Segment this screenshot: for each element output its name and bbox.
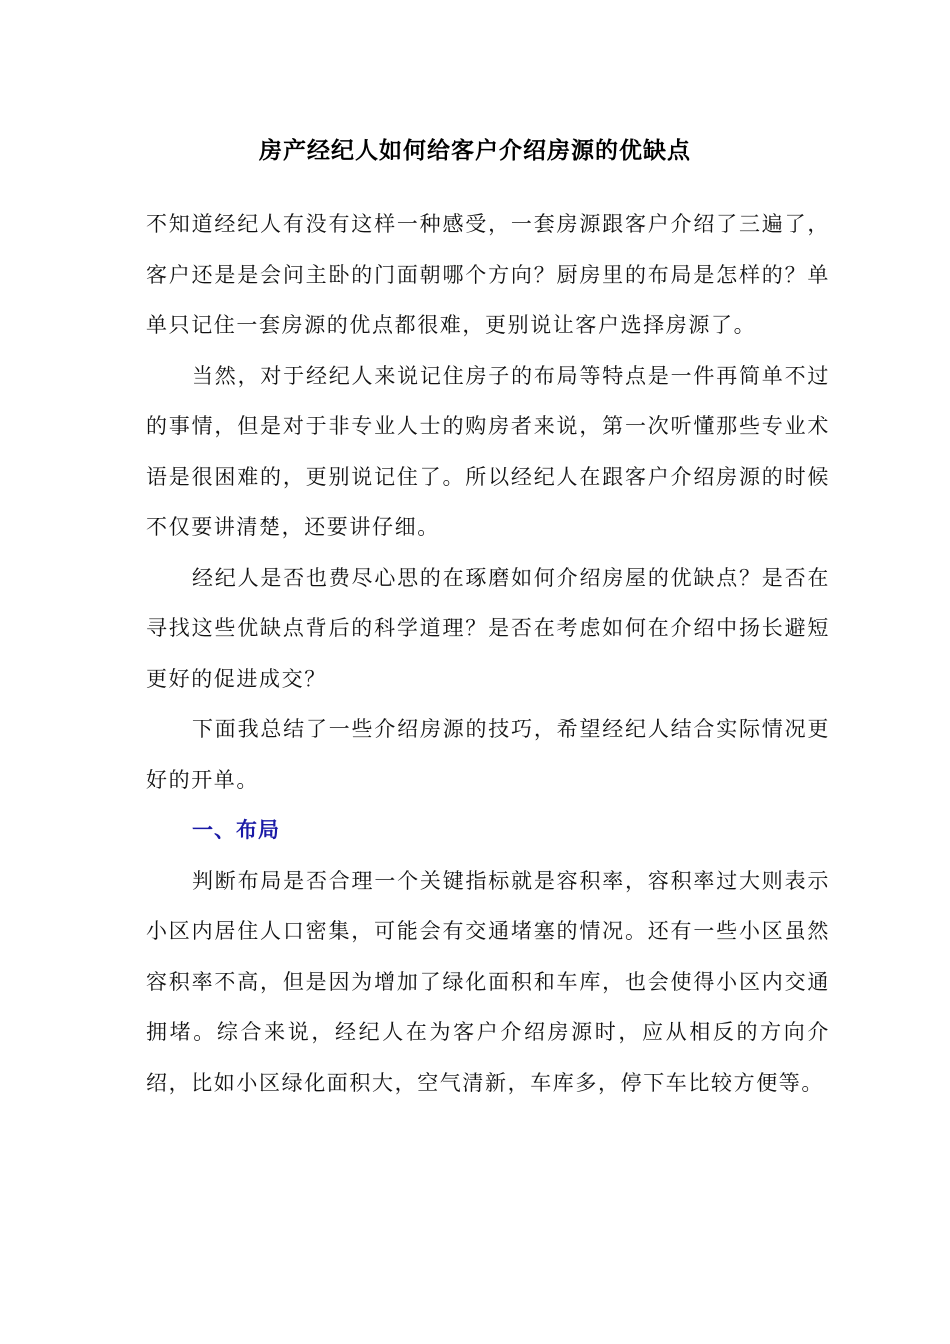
paragraph-summary: 下面我总结了一些介绍房源的技巧，希望经纪人结合实际情况更好的开单。 — [146, 717, 830, 792]
document-body — [146, 199, 830, 1108]
document-title: 房产经纪人如何给客户介绍房源的优缺点 — [259, 138, 691, 164]
paragraph-questions: 经纪人是否也费尽心思的在琢磨如何介绍房屋的优缺点？是否在寻找这些优缺点背后的科学道理？是否在考虑如何在介绍中扬长避短更好的促进成交？ — [146, 565, 830, 691]
paragraph-intro: 不知道经纪人有没有这样一种感受，一套房源跟客户介绍了三遍了，客户还是是会问主卧的门面朝哪个方向？厨房里的布局是怎样的？单单只记住一套房源的优点都很难，更别说让客户选择房源了。 — [146, 212, 830, 337]
paragraph-layout: 判断布局是否合理一个关键指标就是容积率，容积率过大则表示小区内居住人口密集，可能会有交通堵塞的情况。还有一些小区虽然容积率不高，但是因为增加了绿化面积和车库，也会使得小区内交通拥堵。综合来说，经纪人在为客户介绍房源时，应从相反的方向介绍，比如小区绿化面积大，空气清新，车库多，停下车比较方便等。 — [146, 868, 830, 1095]
section-heading-layout: 一、布局 — [192, 818, 280, 842]
paragraph-memory: 当然，对于经纪人来说记住房子的布局等特点是一件再简单不过的事情，但是对于非专业人士的购房者来说，第一次听懂那些专业术语是很困难的，更别说记住了。所以经纪人在跟客户介绍房源的时候不仅要讲清楚，还要讲仔细。 — [146, 363, 830, 539]
